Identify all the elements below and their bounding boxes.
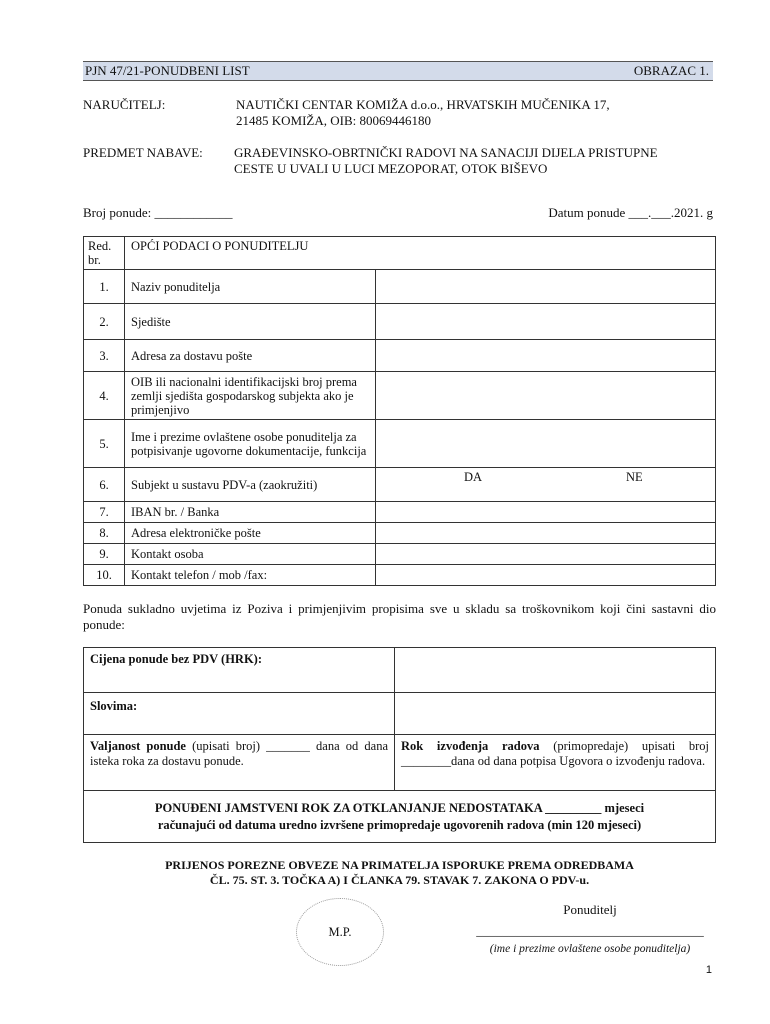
row-number: 6. bbox=[84, 468, 125, 502]
general-info-table bbox=[83, 236, 716, 586]
page-number: 1 bbox=[705, 964, 712, 976]
header-title: PJN 47/21-PONUDBENI LIST bbox=[85, 63, 250, 78]
prijenos-line2: ČL. 75. ST. 3. TOČKA A) I ČLANKA 79. STAVAK 7. ZAKONA O PDV-u. bbox=[209, 873, 590, 887]
ponuditelj-label: Ponuditelj bbox=[563, 902, 617, 917]
table-row bbox=[84, 468, 716, 502]
page-header bbox=[83, 61, 713, 81]
price-table bbox=[83, 647, 716, 843]
col-title-header: OPĆI PODACI O PONUDITELJU bbox=[125, 237, 716, 270]
row-number: 2. bbox=[84, 304, 125, 340]
slovima-input[interactable] bbox=[395, 693, 716, 735]
row-input-email[interactable] bbox=[376, 523, 716, 544]
pdv-da-option[interactable]: DA bbox=[464, 470, 483, 484]
table-row bbox=[84, 544, 716, 565]
row-number: 1. bbox=[84, 270, 125, 304]
prijenos-notice bbox=[83, 858, 716, 888]
row-input-adresa[interactable] bbox=[376, 340, 716, 372]
row-label: IBAN br. / Banka bbox=[125, 502, 376, 523]
rok-text: (primopredaje) upisati broj ________dana od dana potpisa Ugovora o izvođenju radova. bbox=[401, 739, 709, 768]
predmet-line1: GRAĐEVINSKO-OBRTNIČKI RADOVI NA SANACIJI DIJELA PRISTUPNE bbox=[234, 145, 658, 160]
row-label: Naziv ponuditelja bbox=[125, 270, 376, 304]
row-number: 3. bbox=[84, 340, 125, 372]
table-row bbox=[84, 523, 716, 544]
predmet-label: PREDMET NABAVE: bbox=[83, 145, 203, 160]
intro-paragraph: Ponuda sukladno uvjetima iz Poziva i primjenjivim propisima sve u skladu sa troškovnikom koji čini sastavni dio ponude: bbox=[83, 601, 716, 632]
row-input-naziv[interactable] bbox=[376, 270, 716, 304]
slovima-label: Slovima: bbox=[84, 693, 395, 735]
table-row bbox=[84, 565, 716, 586]
valjanost-text: (upisati broj) _______ dana od dana isteka roka za dostavu ponude. bbox=[90, 739, 388, 768]
table-row bbox=[84, 304, 716, 340]
cijena-label: Cijena ponude bez PDV (HRK): bbox=[84, 648, 395, 693]
row-label: Subjekt u sustavu PDV-a (zaokružiti) bbox=[125, 468, 376, 502]
table-row bbox=[84, 270, 716, 304]
narucitelj-label: NARUČITELJ: bbox=[83, 97, 166, 112]
form-number: OBRAZAC 1. bbox=[633, 63, 709, 78]
narucitelj-line2: 21485 KOMIŽA, OIB: 80069446180 bbox=[236, 113, 431, 128]
row-label: Sjedište bbox=[125, 304, 376, 340]
row-input-ovlastena-osoba[interactable] bbox=[376, 420, 716, 468]
row-label: Kontakt telefon / mob /fax: bbox=[125, 565, 376, 586]
predmet-value bbox=[234, 145, 716, 177]
jamstvo-line2: računajući od datuma uredno izvršene primopredaje ugovorenih radova (min 120 mjeseci) bbox=[157, 817, 642, 832]
row-number: 4. bbox=[84, 372, 125, 420]
signature-caption: (ime i prezime ovlaštene osobe ponuditelja) bbox=[489, 943, 691, 955]
pdv-ne-option[interactable]: NE bbox=[626, 470, 643, 484]
row-number: 9. bbox=[84, 544, 125, 565]
table-row bbox=[84, 340, 716, 372]
datum-ponude: Datum ponude ___.___.2021. g bbox=[548, 205, 713, 220]
valjanost-label: Valjanost ponude bbox=[90, 739, 186, 753]
jamstvo-line1: PONUĐENI JAMSTVENI ROK ZA OTKLANJANJE NEDOSTATAKA _________ mjeseci bbox=[154, 800, 645, 815]
row-input-iban[interactable] bbox=[376, 502, 716, 523]
row-number: 7. bbox=[84, 502, 125, 523]
row-label: Kontakt osoba bbox=[125, 544, 376, 565]
row-input-sjediste[interactable] bbox=[376, 304, 716, 340]
rok-cell bbox=[395, 735, 716, 791]
stamp-area: M.P. bbox=[296, 898, 384, 966]
table-row bbox=[84, 372, 716, 420]
predmet-line2: CESTE U UVALI U LUCI MEZOPORAT, OTOK BIŠEVO bbox=[234, 161, 548, 176]
row-number: 10. bbox=[84, 565, 125, 586]
row-number: 8. bbox=[84, 523, 125, 544]
signature-line[interactable]: ___________________________________ bbox=[476, 923, 704, 938]
valjanost-cell bbox=[84, 735, 395, 791]
pdv-choice-cell bbox=[376, 468, 716, 502]
row-label: Adresa elektroničke pošte bbox=[125, 523, 376, 544]
row-input-oib[interactable] bbox=[376, 372, 716, 420]
row-label: OIB ili nacionalni identifikacijski broj prema zemlji sjedišta gospodarskog subjekta ako je primjenjivo bbox=[125, 372, 376, 420]
col-num-header: Red. br. bbox=[84, 237, 125, 270]
row-label: Ime i prezime ovlaštene osobe ponuditelja za potpisivanje ugovorne dokumentacije, funkcija bbox=[125, 420, 376, 468]
cijena-input[interactable] bbox=[395, 648, 716, 693]
jamstvo-cell bbox=[84, 791, 716, 843]
broj-ponude: Broj ponude: ____________ bbox=[83, 205, 233, 220]
row-label: Adresa za dostavu pošte bbox=[125, 340, 376, 372]
row-input-telefon[interactable] bbox=[376, 565, 716, 586]
table-row bbox=[84, 502, 716, 523]
narucitelj-value bbox=[236, 97, 716, 129]
rok-label: Rok izvođenja radova bbox=[401, 739, 540, 753]
row-input-kontakt-osoba[interactable] bbox=[376, 544, 716, 565]
narucitelj-line1: NAUTIČKI CENTAR KOMIŽA d.o.o., HRVATSKIH MUČENIKA 17, bbox=[236, 97, 610, 112]
prijenos-line1: PRIJENOS POREZNE OBVEZE NA PRIMATELJA ISPORUKE PREMA ODREDBAMA bbox=[165, 858, 634, 872]
row-number: 5. bbox=[84, 420, 125, 468]
table-row bbox=[84, 420, 716, 468]
